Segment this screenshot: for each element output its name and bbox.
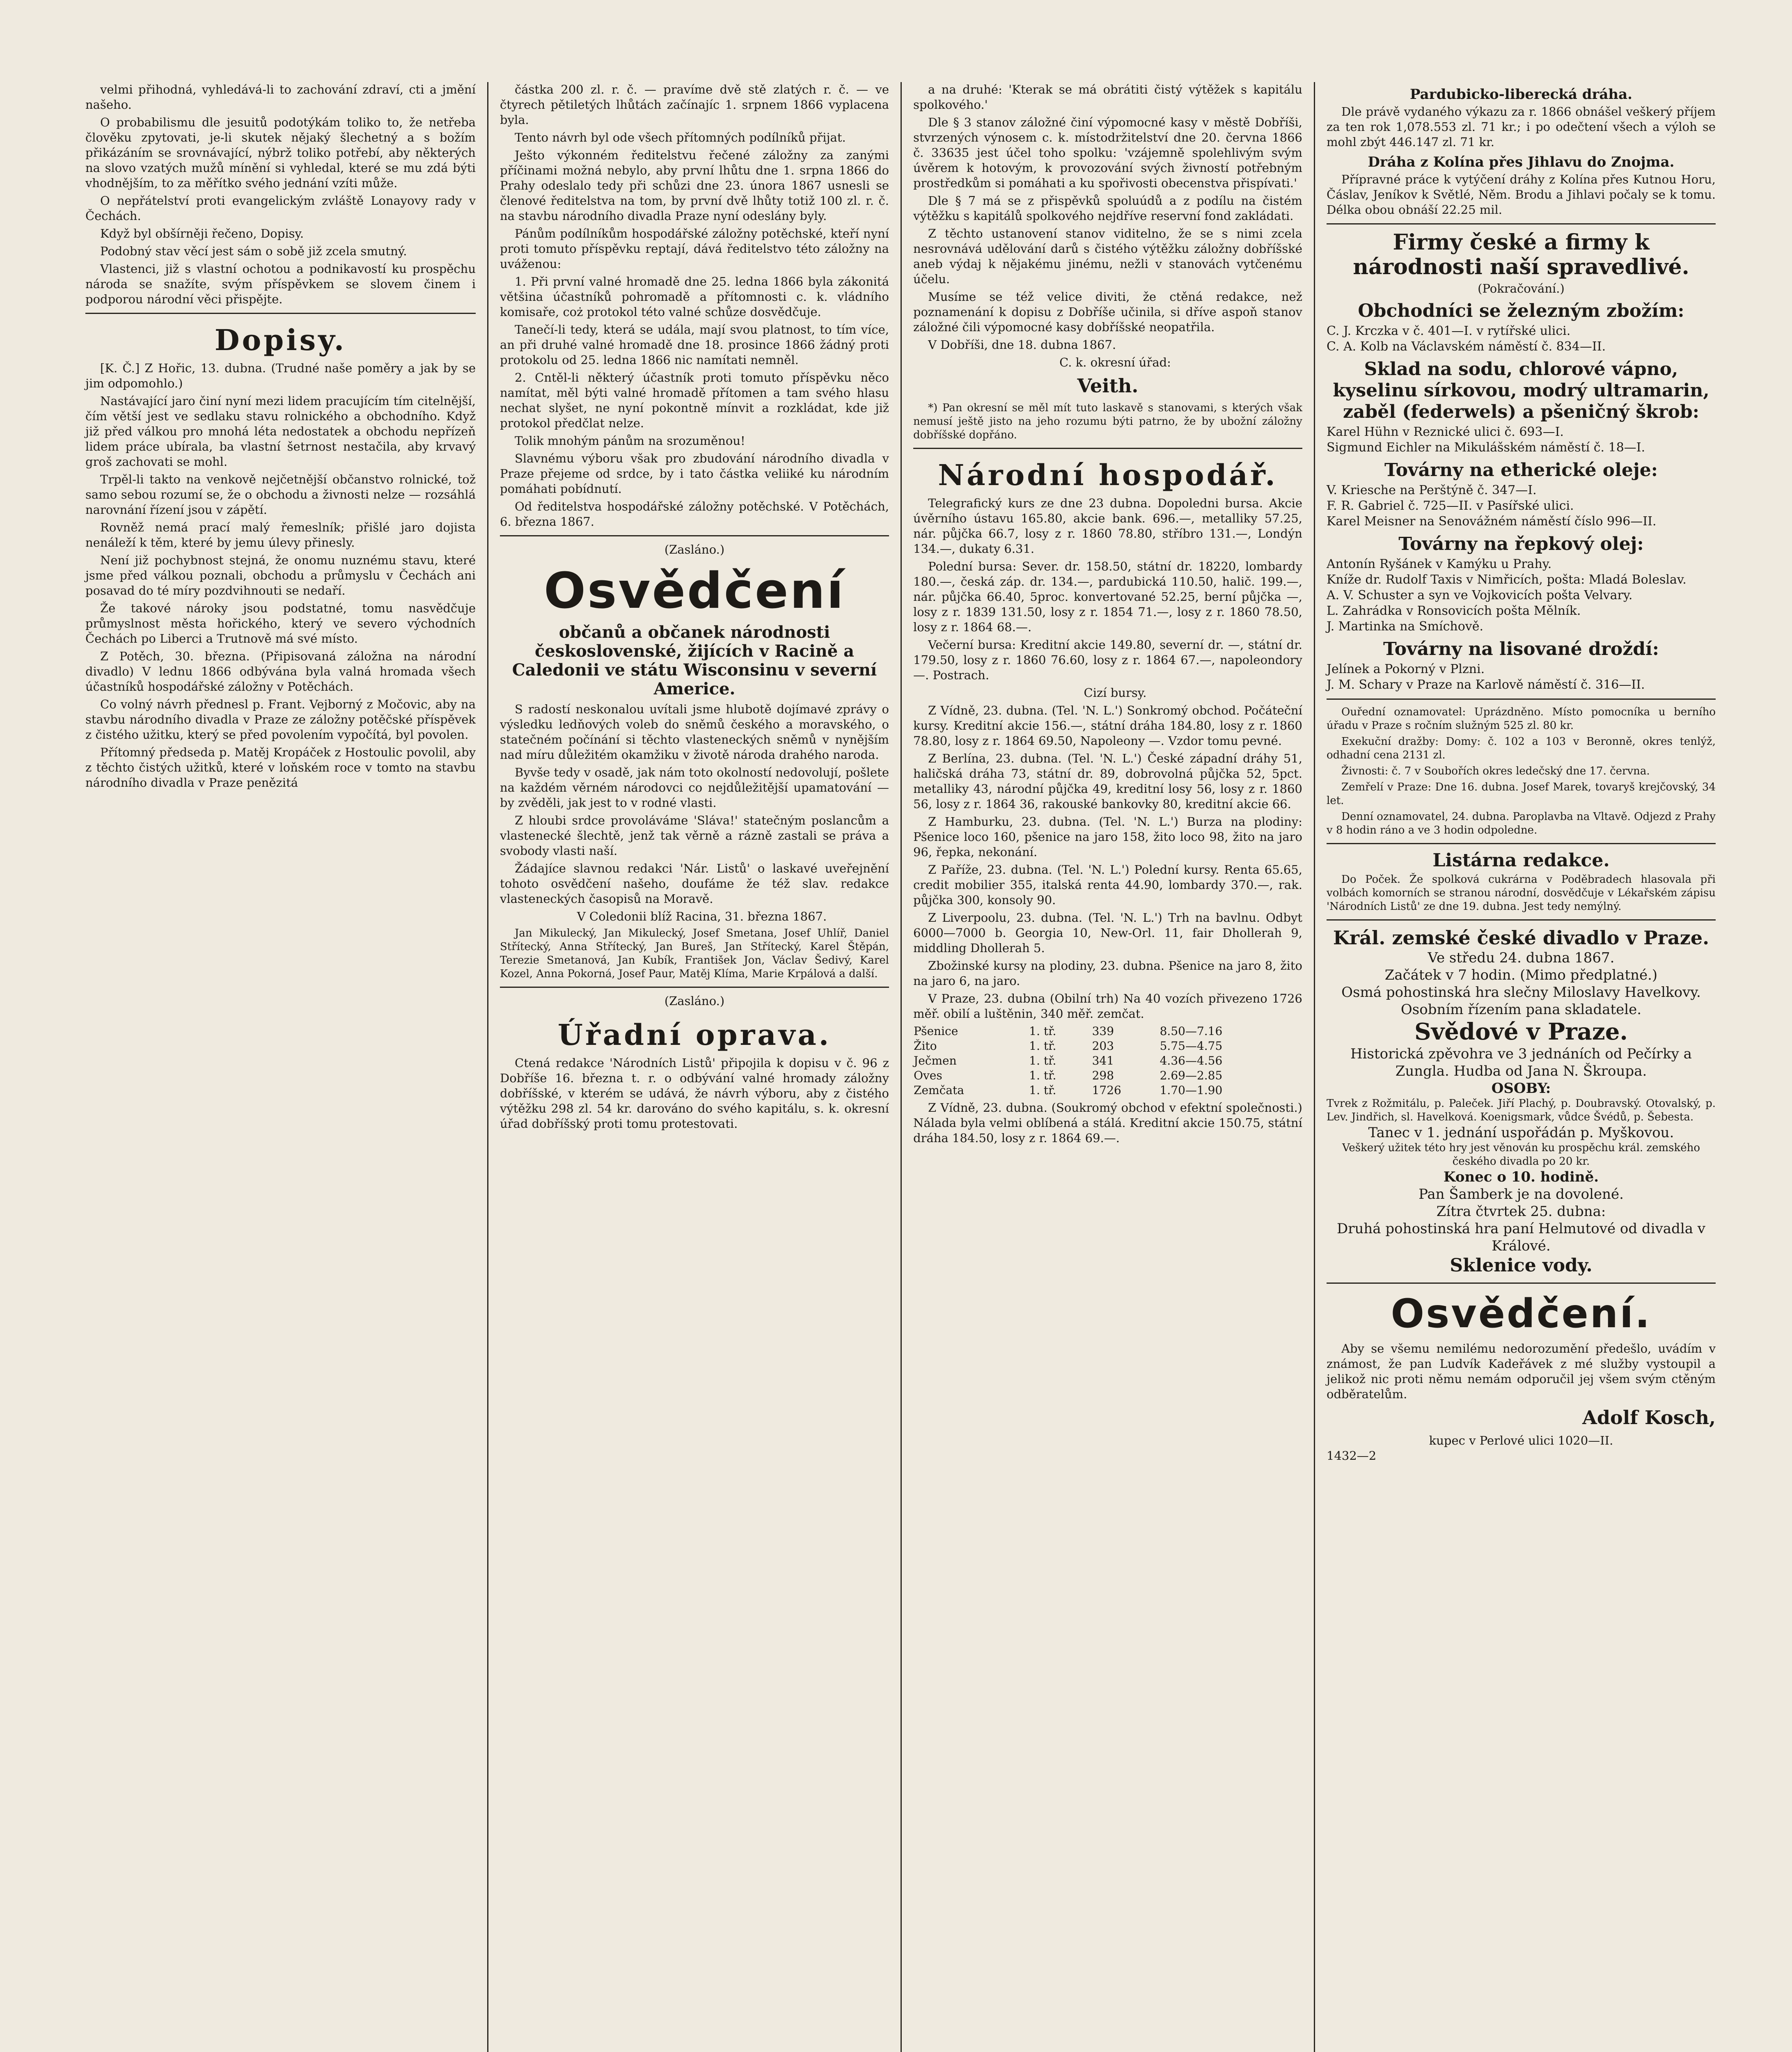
dopis-paragraph: Trpěl-li takto na venkově nejčetnější občanstvo rolnické, tož samo sebou rozumí se, že o obchodu a živnosti nelze — rozsáhlá narovnání řízení jsou v zápětí. <box>85 472 476 517</box>
zaslano-label: (Zasláno.) <box>664 994 725 1008</box>
divider <box>1327 699 1716 700</box>
column-3 <box>901 82 1314 2052</box>
theatre-play: Svědové v Praze. <box>1414 1018 1628 1045</box>
theatre-desc: Historická zpěvohra ve 3 jednáních od Pečírky a Zungla. Hudba od Jana N. Škroupa. <box>1350 1046 1692 1079</box>
newspaper-page <box>74 82 1728 2052</box>
market-line: Z Vídně, 23. dubna. (Tel. 'N. L.') Sonkromý obchod. Počáteční kursy. Kreditní akcie 156.—, státní dráha 184.80, losy z r. 1860 78.80, losy z r. 1864 69.50, Napoleony —. Vzdor tomu pevné. <box>913 703 1302 748</box>
dopis-paragraph: Přítomný předseda p. Matěj Kropáček z Hostoulic povolil, aby z těchto čistých užitků, které v loňském roce v tomto na stavbu národního divadla v Praze penězitá <box>85 745 476 790</box>
article-paragraph: Tento návrh byl ode všech přítomných podílníků přijat. <box>515 131 846 144</box>
divider <box>1327 843 1716 844</box>
article-paragraph: Podobný stav věcí jest sám o sobě již zcela smutný. <box>100 244 407 258</box>
table-row: Oves 1. tř. 298 2.69—2.85 <box>914 1069 1223 1082</box>
section-title-dopisy: Dopisy. <box>214 323 347 357</box>
notice: Denní oznamovatel, 24. dubna. Paroplavba na Vltavě. Odjezd z Prahy v 8 hodin ráno a ve 3 hodin odpoledne. <box>1327 811 1716 836</box>
theatre-line: Osmá pohostinská hra slečny Miloslavy Havelkovy. <box>1341 984 1701 1001</box>
market-line: Večerní bursa: Kreditní akcie 149.80, severní dr. —, státní dr. 179.50, losy z r. 1860 76.60, losy z r. 1864 67.—, napoleondory —. Postrach. <box>913 638 1302 682</box>
article-paragraph: Pánům podílníkům hospodářské záložny potěchské, kteří nyní proti tomuto příspěvku reptají, dává ředitelstvo této záložny na uváženou: <box>500 227 889 271</box>
notice: Živnosti: č. 7 v Soubořích okres ledečský dne 17. června. <box>1341 765 1650 777</box>
firm-line: J. M. Schary v Praze na Karlově náměstí č. 316—II. <box>1327 678 1645 692</box>
rail-text-2: Přípravné práce k vytýčení dráhy z Kolína přes Kutnou Horu, Čáslav, Jeníkov k Světlé, Něm. Brodu a Jihlavi počaly se k tomu. Délka obou obnáší 22.25 mil. <box>1327 172 1716 217</box>
column-1 <box>74 82 487 2052</box>
listarna-title: Listárna redakce. <box>1432 850 1610 871</box>
firm-section-head: Továrny na lisované droždí: <box>1383 639 1659 660</box>
osoby-title: OSOBY: <box>1491 1080 1551 1097</box>
osvedceni-subtitle: občanů a občanek národnosti československé, žijících v Racině a Caledonii ve státu Wisconsinu v severní Americe. <box>512 623 877 699</box>
market-line: Z Liverpoolu, 23. dubna. (Tel. 'N. L.') Trh na bavlnu. Odbyt 6000—7000 b. Georgia 10, New-Orl. 11, fair Dhollerah 9, middling Dhollerah 5. <box>913 911 1302 955</box>
final-no: 1432—2 <box>1327 1449 1377 1463</box>
firm-section-head: Továrny na etherické oleje: <box>1384 460 1658 481</box>
firms-title: Firmy české a firmy k národnosti naší spravedlivé. <box>1353 230 1689 279</box>
table-row: Zemčata 1. tř. 1726 1.70—1.90 <box>914 1083 1223 1097</box>
listarna-text: Do Poček. Že spolková cukrárna v Poděbradech hlasovala při volbách komorních se stranou národní, dosvědčuje v Lékařském zápisu 'Národních Listů' ze dne 19. dubna. Jest tedy nemýlný. <box>1327 873 1716 913</box>
article-paragraph: Tolik mnohým pánům na srozuměnou! <box>515 434 745 448</box>
oprava-title: Úřadní oprava. <box>557 1018 832 1052</box>
article-paragraph: velmi přihodná, vyhledává-li to zachování zdraví, cti a jmění našeho. <box>85 82 476 112</box>
final-sign: Adolf Kosch, <box>1582 1406 1716 1429</box>
dopis-intro: [K. Č.] Z Hořic, 13. dubna. (Trudné naše poměry a jak by se jim odpomohlo.) <box>85 361 476 390</box>
market-line: Zbožinské kursy na plodiny, 23. dubna. Pšenice na jaro 8, žito na jaro 6, na jaro. <box>913 959 1302 988</box>
osvedceni-paragraph: Z hloubi srdce provoláváme 'Sláva!' statečným poslancům a vlastenecké šlechtě, jenž tak věrně a rázně zastali se práva a svobody vlasti naší. <box>500 813 889 858</box>
table-row: Ječmen 1. tř. 341 4.36—4.56 <box>914 1054 1223 1067</box>
article-paragraph: Když byl obšírněji řečeno, Dopisy. <box>100 227 304 240</box>
divider <box>1327 223 1716 224</box>
article-paragraph: Dle § 3 stanov záložné činí výpomocné kasy v městě Dobříši, stvrzených výnosem c. k. místodržitelství dne 20. června 1866 č. 33635 jest účel toho spolku: 'vzájemně spolehlivým svým úvěrem k hotovým, k provozování svých živností potřebným prostředkům si pomáhati a ku spořivosti obecenstva přispívati.' <box>913 115 1302 190</box>
article-paragraph: O probabilismu dle jesuitů podotýkám toliko to, že netřeba člověku zpytovati, je-li skutek nějaký šlechetný a s božím přikázáním se srovnávající, nýbrž toliko potřebí, aby některých na slovo vzatých mužů mínění si vyhledal, které se mu zdá býti vhodnějším, to za měřítko svého jednání vzíti může. <box>85 115 476 190</box>
firm-line: Kníže dr. Rudolf Taxis v Nimřicích, pošta: Mladá Boleslav. <box>1327 573 1687 587</box>
column-4 <box>1314 82 1727 2052</box>
theatre-block <box>1327 926 1716 1277</box>
divider <box>1327 1282 1716 1284</box>
firm-section-head: Obchodníci se železným zbožím: <box>1358 300 1684 321</box>
firm-line: Karel Meisner na Senovážném náměstí číslo 996—II. <box>1327 514 1657 529</box>
firm-line: F. R. Gabriel č. 725—II. v Pasířské ulici. <box>1327 499 1574 513</box>
divider <box>913 448 1302 449</box>
dopis-paragraph: Z Potěch, 30. března. (Připisovaná záložna na národní divadlo) V lednu 1866 odbývána byla valná hromada všech účastníků hospodářské záložny v Potěchách. <box>85 649 476 694</box>
grain-table <box>913 1024 1302 1098</box>
tanec: Tanec v 1. jednání uspořádán p. Myškovou. <box>1368 1124 1674 1141</box>
article-paragraph: a na druhé: 'Kterak se má obrátiti čistý výtěžek s kapitálu spolkového.' <box>913 82 1302 112</box>
article-paragraph: Dle § 7 má se z přispěvků spoluúdů a z podílu na čistém výtěžku s kapitálů spolkového nejdříve reservní fond zakládati. <box>913 194 1302 223</box>
article-paragraph: O nepřátelství proti evangelickým zvláště Lonayovy rady v Čechách. <box>85 194 476 223</box>
firm-line: Antonín Ryšánek v Kamýku u Prahy. <box>1327 557 1552 571</box>
market-line: Polední bursa: Sever. dr. 158.50, státní dr. 18220, lombardy 180.—, česká záp. dr. 134.—, pardubická 110.50, halič. 199.—, nár. půjčka 66.40, 5proc. konvertované 52.25, berní půjčka —, losy z r. 1839 131.50, losy z r. 1854 71.—, losy z r. 1860 78.50, losy z r. 1864 68.—. <box>913 559 1302 634</box>
samberk: Pan Šamberk je na dovolené. <box>1418 1186 1624 1202</box>
notice: Ouřední oznamovatel: Uprázdněno. Místo pomocníka u berního úřadu v Praze s ročním služným 525 zl. 80 kr. <box>1327 706 1716 732</box>
osoby-text: Tvrek z Rožmitálu, p. Paleček. Jiří Plachý, p. Doubravský. Otovalský, p. Lev. Jindřich, sl. Havelková. Koenigsmark, vůdce Švédů, p. Šebesta. <box>1327 1097 1716 1123</box>
osvedceni-paragraph: Žádajíce slavnou redakci 'Nár. Listů' o laskavé uveřejnění tohoto osvědčení našeho, doufáme že též slav. redakce vlasteneckých časopisů na Moravě. <box>500 861 889 906</box>
theatre-line: Osobním řízením pana skladatele. <box>1400 1001 1642 1018</box>
article-paragraph: částka 200 zl. r. č. — pravíme dvě stě zlatých r. č. — ve čtyrech pětiletých lhůtách začínajíc 1. srpnem 1866 vyplacena byla. <box>500 82 889 127</box>
market-line: Z Hamburku, 23. dubna. (Tel. 'N. L.') Burza na plodiny: Pšenice loco 160, pšenice na jaro 158, žito loco 98, žito na jaro 96, řepka, nekonání. <box>913 815 1302 859</box>
names-list: Jan Mikulecký, Jan Mikulecký, Josef Smetana, Josef Uhlíř, Daniel Střítecký, Anna Střítecký, Jan Bureš, Jan Střítecký, Karel Štěpán, Terezie Smetanová, Jan Kubík, František Jon, Václav Šedivý, Karel Kozel, Anna Pokorná, Josef Paur, Matěj Klíma, Marie Krpálová a další. <box>500 927 889 980</box>
article-paragraph: Tanečí-li tedy, která se udála, mají svou platnost, to tím více, an při druhé valné hromadě dne 18. prosince 1866 žádný proti protokolu od 25. ledna 1866 nic namítati nemněl. <box>500 323 889 367</box>
zitra: Zítra čtvrtek 25. dubna: <box>1436 1203 1606 1220</box>
firm-section-head: Továrny na řepkový olej: <box>1398 534 1644 554</box>
market-line: V Praze, 23. dubna (Obilní trh) Na 40 vozích přivezeno 1726 měř. obilí a luštěnin, 340 měř. zemčat. <box>913 992 1302 1021</box>
dopis-paragraph: Není již pochybnost stejná, že onomu nuznému stavu, které jsme před válkou poznali, obchodu a průmyslu v Čechách ani posavad do té míry pozdvihnouti se nedaří. <box>85 553 476 598</box>
dopis-paragraph: Že takové nároky jsou podstatné, tomu nasvědčuje průmyslnost města hořického, který ve severo východních Čechách po Liberci a Trutnově má své místo. <box>85 601 476 646</box>
rail-title: Pardubicko-liberecká dráha. <box>1409 86 1633 103</box>
article-paragraph: Vlastenci, již s vlastní ochotou a podnikavostí ku prospěchu národa se snažíte, svým příspěvkem se slovem činem i podporou národní věci přispějte. <box>85 262 476 306</box>
market-line: Z Vídně, 23. dubna. (Soukromý obchod v efektní společnosti.) Nálada byla velmi oblíbená a stálá. Kreditní akcie 150.75, státní dráha 184.50, losy z r. 1864 69.—. <box>913 1101 1302 1145</box>
office-label: C. k. okresní úřad: <box>1059 355 1171 369</box>
article-paragraph: Slavnému výboru však pro zbudování národního divadla v Praze přejeme od srdce, by i tato částka veliiké ku národním pomáhati pobídnutí. <box>500 451 889 496</box>
market-line: Z Paříže, 23. dubna. (Tel. 'N. L.') Polední kursy. Renta 65.65, credit mobilier 355, italská renta 44.90, lombardy 370.—, rak. půjčka 300, konsoly 90. <box>913 863 1302 907</box>
osvedceni-sign: V Coledonii blíž Racina, 31. března 1867. <box>577 909 827 923</box>
divider <box>500 535 889 536</box>
firm-line: Karel Hühn v Reznické ulici č. 693—I. <box>1327 425 1564 439</box>
firm-line: V. Kriesche na Perštýně č. 347—I. <box>1327 483 1537 497</box>
druha: Druhá pohostinská hra paní Helmutové od divadla v Králové. <box>1337 1221 1705 1254</box>
firms-subtitle: (Pokračování.) <box>1478 282 1565 295</box>
article-paragraph: Ješto výkonném ředitelstvu řečené záložny za zanými příčinami možná nebylo, aby první lhůtu dne 1. srpna 1866 do Prahy odeslalo tedy při schůzi dne 23. února 1867 usnesli se členové ředitelstva na tom, by první dvě lhůty totiž 100 zl. r. č. na stavbu národního divadla Praze nyní odeslány byly. <box>500 148 889 223</box>
table-row: Žito 1. tř. 203 5.75—4.75 <box>914 1039 1223 1053</box>
firm-line: L. Zahrádka v Ronsovicích pošta Mělník. <box>1327 604 1581 618</box>
theatre-line: Ve středu 24. dubna 1867. <box>1428 950 1615 966</box>
osvedceni-title: Osvědčení <box>543 563 846 620</box>
divider <box>500 987 889 988</box>
final-osvedceni-title: Osvědčení. <box>1391 1291 1652 1337</box>
final-addr: kupec v Perlové ulici 1020—II. <box>1429 1434 1613 1447</box>
signature: Veith. <box>1077 375 1139 397</box>
zaslano-label: (Zasláno.) <box>664 543 725 557</box>
rail-title-2: Dráha z Kolína přes Jihlavu do Znojma. <box>1368 154 1675 170</box>
column-2 <box>487 82 901 2052</box>
article-paragraph: 1. Při první valné hromadě dne 25. ledna 1866 byla zákonitá většina účastníků pohromadě a přítomnosti c. k. vládního komisaře, coż protokol této valné schůze dosvědčuje. <box>500 275 889 319</box>
firm-line: J. Martinka na Smíchově. <box>1327 619 1484 634</box>
market-line: Z Berlína, 23. dubna. (Tel. 'N. L.') České západní dráhy 51, haličská dráha 73, státní dr. 89, dobrovolná půjčka 52, 5pct. metalliky 43, národní půjčka 49, kreditní losy 56, losy z r. 1860 56, losy z r. 1864 36, rakouské bankovky 80, kreditní akcie 66. <box>913 751 1302 811</box>
theatre-title: Král. zemské české divadlo v Praze. <box>1333 927 1710 949</box>
footnote: *) Pan okresní se měl mít tuto laskavě s stanovami, s kterých však nemusí ještě jisto na jeho rozumu býti patrno, že by ubožní záložny dobříšské dopřáno. <box>913 402 1302 441</box>
dopis-paragraph: Rovněž nemá prací malý řemeslník; přišlé jaro dojista nenáleží k těm, které by jemu úlevy přinesly. <box>85 520 476 550</box>
osvedceni-paragraph: S radostí neskonalou uvítali jsme hlubotě dojímavé zprávy o výsledku ledňových voleb do sněmů českého a moravského, o statečném počínání si těchto vlasteneckých sněmů v nynějším nad míru důležitém okamžiku v životě národa drahého naroda. <box>500 702 889 762</box>
konec: Konec o 10. hodině. <box>1443 1169 1599 1185</box>
dopis-paragraph: Nastávající jaro činí nyní mezi lidem pracujícím tím citelnější, čím větší jest ve sedlaku stavu rolnického a obchodního. Když již před válkou pro mnohá léta nedostatek a obchodu nepřízeň lidem práce ubírala, ba vlastní šetrnost nestačila, aby krvavý groš zachovati se mohl. <box>85 394 476 469</box>
narodni-hospodar-title: Národní hospodář. <box>938 458 1278 492</box>
notice: Zemřelí v Praze: Dne 16. dubna. Josef Marek, tovaryš krejčovský, 34 let. <box>1327 781 1716 807</box>
article-paragraph: Z těchto ustanovení stanov viditelno, že se s nimi zcela nesrovnává udělování darů s čistého výtěžku záložny dobříšské aneb výdaj k nějakému jinému, nežli v stanovách vytčenému účelu. <box>913 227 1302 286</box>
sklenice: Sklenice vody. <box>1450 1255 1593 1276</box>
notice: Exekuční dražby: Domy: č. 102 a 103 v Beronně, okres tenlýž, odhadní cena 2131 zl. <box>1327 735 1716 761</box>
article-paragraph: Musíme se též velice diviti, že ctěná redakce, než poznamenání k dopisu z Dobříše učinila, si dříve aspoň stanov záložné čili výpomocné kasy dobříšské neopatřila. <box>913 290 1302 334</box>
tanec-2: Veškerý užitek této hry jest věnován ku prospěchu král. zemského českého divadla po 20 kr. <box>1342 1142 1700 1168</box>
firm-line: C. A. Kolb na Václavském náměstí č. 834—II. <box>1327 339 1606 354</box>
theatre-line: Začátek v 7 hodin. (Mimo předplatné.) <box>1384 967 1658 983</box>
table-row: Pšenice 1. tř. 339 8.50—7.16 <box>914 1024 1223 1038</box>
firm-line: Sigmund Eichler na Mikulášském náměstí č. 18—I. <box>1327 440 1645 455</box>
divider <box>85 313 476 314</box>
article-paragraph: V Dobříši, dne 18. dubna 1867. <box>928 338 1116 352</box>
rail-text: Dle právě vydaného výkazu za r. 1866 obnášel veškerý příjem za ten rok 1,078.553 zl. 71 kr.; i po odečtení všech a výloh se mohl zbýt 446.147 zl. 71 kr. <box>1327 105 1716 149</box>
firm-section-head: Sklad na sodu, chlorové vápno, kyselinu sírkovou, modrý ultramarin, zaběl (federwels) a pšeničný škrob: <box>1333 359 1710 422</box>
firm-line: Jelínek a Pokorný v Plzni. <box>1327 662 1485 676</box>
market-line: Telegrafický kurs ze dne 23 dubna. Dopoledni bursa. Akcie úvěrního ústavu 165.80, akcie bank. 696.—, metalliky 57.25, nár. půjčka 66.7, losy z r. 1860 78.80, stříbro 131.—, Londýn 134.—, dukaty 6.31. <box>913 496 1302 556</box>
market-line: Cizí bursy. <box>1084 686 1147 700</box>
oprava-text: Ctená redakce 'Národních Listů' připojila k dopisu v č. 96 z Dobříše 16. března t. r. o odbývání valné hromady záložny dobříšské, v kterém se udává, že návrh výboru, aby z čistého výtěžku 298 zl. 54 kr. darováno do svého kapitálu, s. k. okresní úřad dobříšský proti tomu protestovati. <box>500 1056 889 1131</box>
firm-line: C. J. Krczka v č. 401—I. v rytířské ulici. <box>1327 324 1571 338</box>
article-paragraph: Od ředitelstva hospodářské záložny potěchské. V Potěchách, 6. března 1867. <box>500 499 889 529</box>
divider <box>1327 919 1716 921</box>
osvedceni-paragraph: Byvše tedy v osadě, jak nám toto okolností nedovolují, pošlete na každém věrném národovci co nejdůležitější upamatování — by zvěděli, jak jest to v rodné vlasti. <box>500 765 889 810</box>
final-osvedceni-text: Aby se všemu nemilému nedorozumění předešlo, uvádím v známost, že pan Ludvík Kadeřávek z mé služby vystoupil a jelikož nic proti němu nemám odporučil jej všem svým ctěným odběratelům. <box>1327 1342 1716 1401</box>
dopis-paragraph: Co volný návrh přednesl p. Frant. Vejborný z Močovic, aby na stavbu národního divadla v Praze ze záložny potěčské příspěvek z čistého užitku, který se před povolením vypočítá, byl povolen. <box>85 697 476 742</box>
firm-line: A. V. Schuster a syn ve Vojkovicích pošta Velvary. <box>1327 588 1633 602</box>
article-paragraph: 2. Cntěl-li některý účastník proti tomuto příspěvku něco namítat, měl býti valné hromadě přítomen a tam svého hlasu nechat slyšet, ne nyní pokontně mínvit a rozkládat, kde již protokol předčlat nelze. <box>500 371 889 430</box>
